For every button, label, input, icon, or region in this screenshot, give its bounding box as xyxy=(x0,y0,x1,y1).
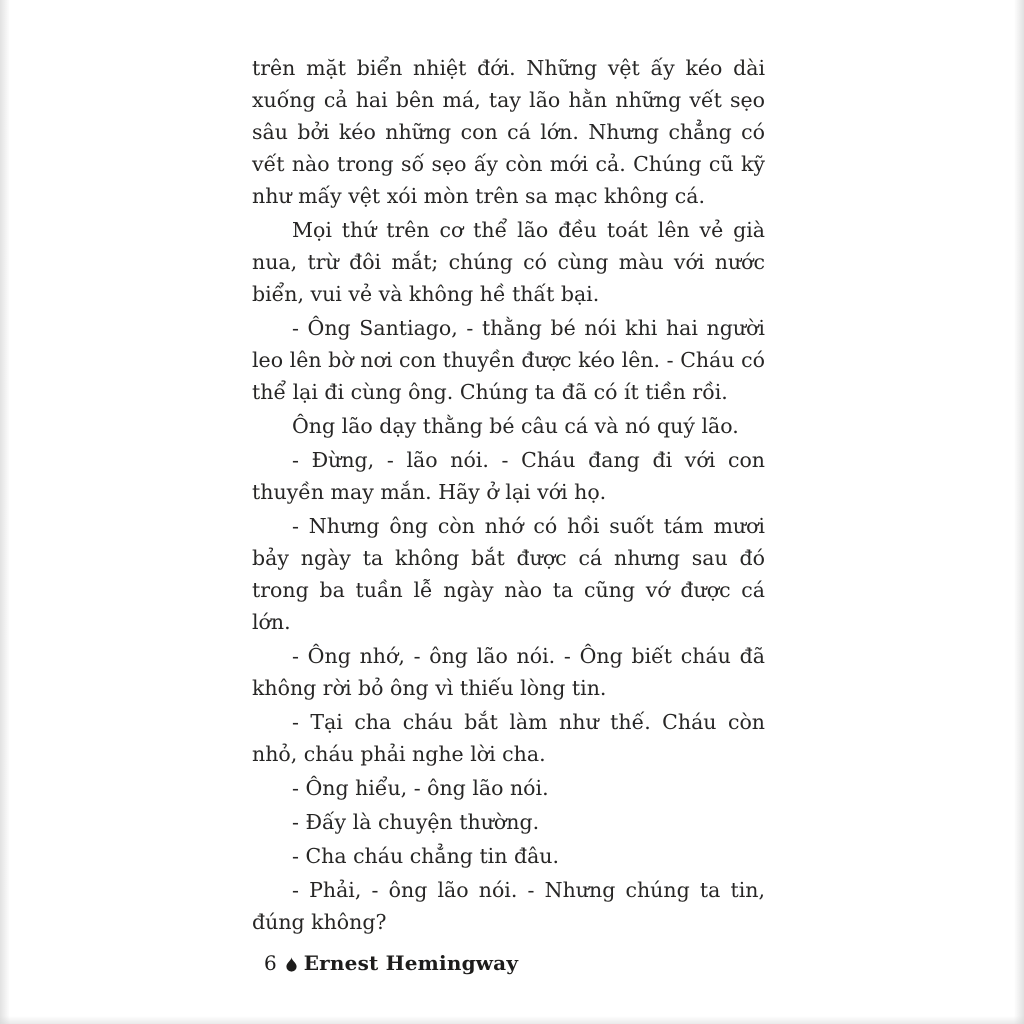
paragraph: - Cha cháu chẳng tin đâu. xyxy=(292,844,560,868)
paragraph: Mọi thứ trên cơ thể lão đều toát lên vẻ già nua, trừ đôi mắt; chúng có cùng màu với nước biển, vui vẻ và không hề thất bại. xyxy=(252,218,765,306)
paragraph: - Phải, - ông lão nói. - Nhưng chúng ta tin, đúng không? xyxy=(252,878,765,934)
paragraph: Ông lão dạy thằng bé câu cá và nó quý lão. xyxy=(292,414,739,438)
paragraph: - Đừng, - lão nói. - Cháu đang đi với con thuyền may mắn. Hãy ở lại với họ. xyxy=(252,448,765,504)
author-name: Ernest Hemingway xyxy=(303,951,519,975)
scan-edge-bottom xyxy=(0,1016,1024,1024)
paragraph: - Nhưng ông còn nhớ có hồi suốt tám mươi bảy ngày ta không bắt được cá nhưng sau đó trong ba tuần lễ ngày nào ta cũng vớ được cá lớn. xyxy=(252,514,765,634)
scan-edge-left xyxy=(0,0,10,1024)
flame-icon xyxy=(286,957,297,972)
page-number: 6 xyxy=(264,951,277,975)
book-page-text xyxy=(252,52,765,940)
paragraph: - Ông hiểu, - ông lão nói. xyxy=(292,776,549,800)
paragraph: trên mặt biển nhiệt đới. Những vệt ấy kéo dài xuống cả hai bên má, tay lão hằn những vết sẹo sâu bởi kéo những con cá lớn. Nhưng chẳng có vết nào trong số sẹo ấy còn mới cả. Chúng cũ kỹ như mấy vệt xói mòn trên sa mạc không cá. xyxy=(252,56,765,208)
page-footer xyxy=(264,951,518,975)
paragraph: - Đấy là chuyện thường. xyxy=(292,810,540,834)
paragraph: - Tại cha cháu bắt làm như thế. Cháu còn nhỏ, cháu phải nghe lời cha. xyxy=(252,710,765,766)
scan-edge-right xyxy=(1014,0,1024,1024)
paragraph: - Ông Santiago, - thằng bé nói khi hai người leo lên bờ nơi con thuyền được kéo lên. - Cháu có thể lại đi cùng ông. Chúng ta đã có ít tiền rồi. xyxy=(252,316,765,404)
paragraph: - Ông nhớ, - ông lão nói. - Ông biết cháu đã không rời bỏ ông vì thiếu lòng tin. xyxy=(252,644,765,700)
